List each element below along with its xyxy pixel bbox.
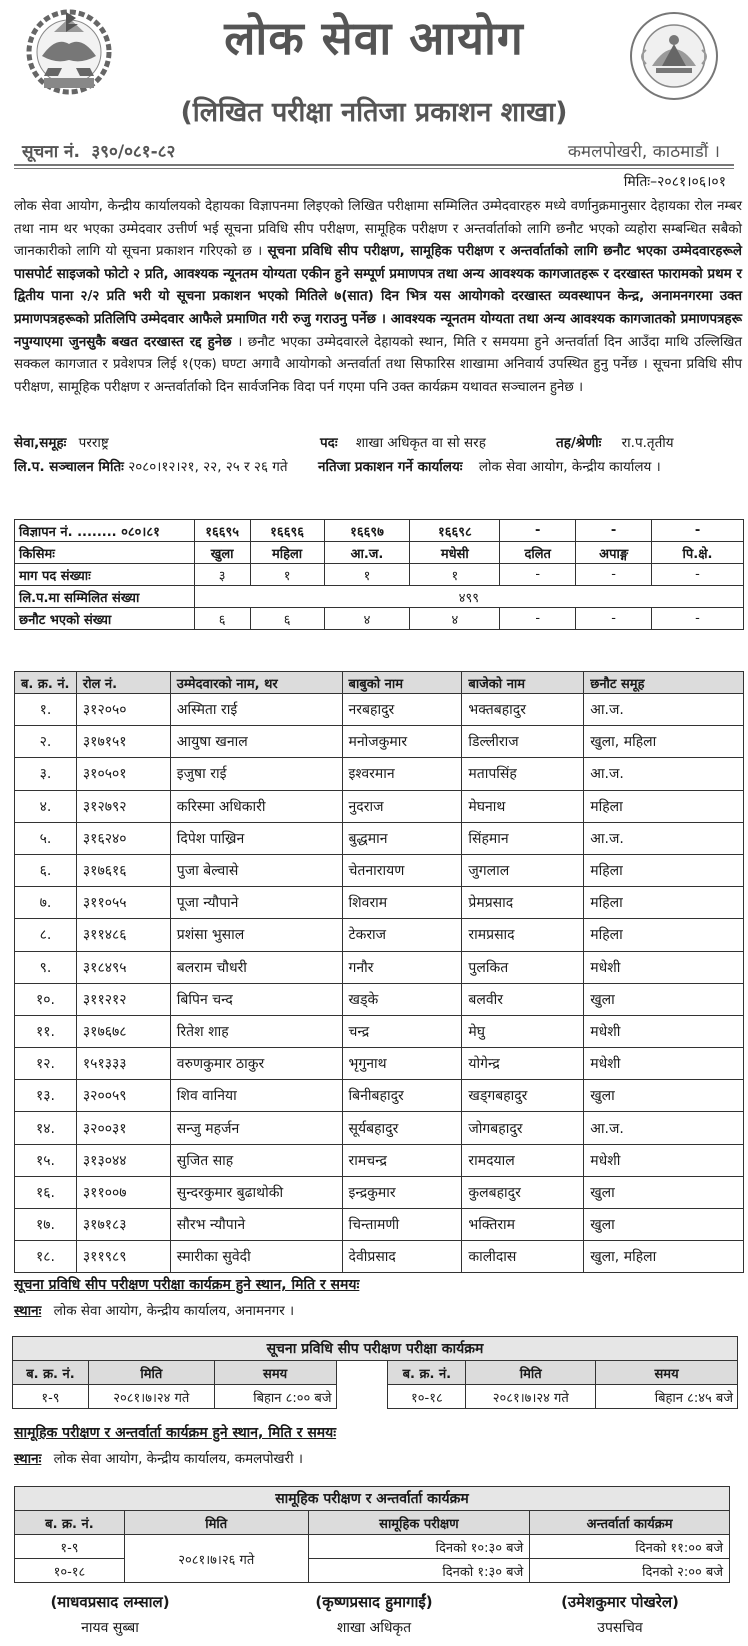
it-venue-value: लोक सेवा आयोग, केन्द्रीय कार्यालय, अनामनगर । [53,1303,295,1319]
group-test-table [14,1486,730,1583]
it-col-time: समय [596,1361,738,1385]
office-value: लोक सेवा आयोग, केन्द्रीय कार्यालय । [478,459,661,475]
grandfather-cell: रामप्रसाद [462,919,584,951]
service-value: परराष्ट्र [78,435,109,451]
grandfather-cell: मेघु [462,1015,584,1047]
grandfather-cell: खड्गबहादुर [462,1080,584,1112]
group-col-date: मिति [124,1511,308,1535]
grandfather-cell: बलवीर [462,983,584,1015]
post-value: शाखा अधिकृत वा सो सरह [355,435,486,451]
ad-number-cell: - [576,520,652,542]
it-right-time: बिहान ८:४५ बजे [596,1385,738,1409]
group-cell: महिला [584,790,744,822]
meta-office [318,457,661,475]
meta-post [320,433,486,451]
group-cell: महिला [584,887,744,919]
group-row-group-time: दिनको १:३० बजे [308,1559,530,1583]
father-cell: गनौर [342,951,462,983]
roll-cell: ३२००५९ [76,1080,170,1112]
table-row [15,1176,744,1208]
ad-demand-cell: १ [410,564,500,586]
signatory-name: (उमेशकुमार पोखरेल) [561,1593,679,1611]
level-value: रा.प.तृतीय [621,435,674,451]
group-row-sn: १०-१८ [15,1559,125,1583]
signatory-name: (कृष्णप्रसाद हुमागाईं) [315,1593,433,1611]
commission-seal-icon [628,10,720,102]
name-cell: सुजित साह [170,1144,342,1176]
ad-number-row [15,520,744,542]
group-row-interview-time: दिनको ११:०० बजे [530,1535,730,1559]
org-title: लोक सेवा आयोग [224,11,524,65]
father-cell: सूर्यबहादुर [342,1112,462,1144]
roll-cell: ३११९८९ [76,1241,170,1273]
name-cell: पुजा बेल्वासे [170,854,342,886]
table-row [15,1080,744,1112]
name-cell: इजुषा राई [170,758,342,790]
name-cell: शिव वानिया [170,1080,342,1112]
grandfather-cell: मतापसिंह [462,758,584,790]
father-cell: चन्द्र [342,1015,462,1047]
ad-attended-label: लि.प.मा सम्मिलित संख्या [15,586,195,608]
meta-exam-date [14,457,288,475]
ad-selected-cell: ४ [324,608,410,630]
grandfather-cell: कालीदास [462,1241,584,1273]
ad-selected-cell: - [576,608,652,630]
name-cell: प्रशंसा भुसाल [170,919,342,951]
group-col-group: सामूहिक परीक्षण [308,1511,530,1535]
grandfather-cell: जुगलाल [462,854,584,886]
table-row [15,1144,744,1176]
ad-demand-cell: ३ [194,564,250,586]
it-left-sn: १-९ [13,1385,89,1409]
roll-cell: ३१०५०१ [76,758,170,790]
it-left-time: बिहान ८:०० बजे [214,1385,336,1409]
it-test-table [12,1336,738,1409]
meta-level [556,433,674,451]
grandfather-cell: रामदयाल [462,1144,584,1176]
serial-cell: १२. [15,1048,77,1080]
serial-cell: १५. [15,1144,77,1176]
ad-selected-cell: ६ [250,608,324,630]
level-label: तह/श्रेणीः [556,435,602,451]
serial-cell: १४. [15,1112,77,1144]
father-cell: देवीप्रसाद [342,1241,462,1273]
table-row [15,1112,744,1144]
serial-cell: ८. [15,919,77,951]
grandfather-cell: सिंहमान [462,822,584,854]
it-col-date: मिति [466,1361,596,1385]
father-cell: नरबहादुर [342,694,462,726]
grandfather-cell: प्रेमप्रसाद [462,887,584,919]
service-label: सेवा,समूहः [14,435,67,451]
notice-body [14,196,742,399]
sub-title: (लिखित परीक्षा नतिजा प्रकाशन शाखा) [180,97,568,128]
ad-type-cell: अपाङ्ग [576,542,652,564]
grandfather-cell: डिल्लीराज [462,726,584,758]
group-cell: मधेशी [584,1144,744,1176]
father-cell: टेकराज [342,919,462,951]
serial-cell: ४. [15,790,77,822]
table-row [15,694,744,726]
col-grandfather: बाजेको नाम [462,672,584,694]
it-gap [336,1361,388,1385]
father-cell: बिनीबहादुर [342,1080,462,1112]
group-col-interview: अन्तर्वार्ता कार्यक्रम [530,1511,730,1535]
it-gap [336,1385,388,1409]
table-row [15,1015,744,1047]
ad-type-cell: महिला [250,542,324,564]
name-cell: पूजा न्यौपाने [170,887,342,919]
notice-number [22,139,175,162]
father-cell: शिवराम [342,887,462,919]
ad-number-cell: - [652,520,744,542]
group-cell: मधेशी [584,951,744,983]
group-row-interview-time: दिनको २:०० बजे [530,1559,730,1583]
group-cell: खुला [584,1176,744,1208]
ad-selected-cell: - [500,608,576,630]
roll-cell: ३१७६७८ [76,1015,170,1047]
father-cell: मनोजकुमार [342,726,462,758]
table-row [15,1209,744,1241]
serial-cell: ६. [15,854,77,886]
grandfather-cell: जोगबहादुर [462,1112,584,1144]
group-cell: महिला [584,919,744,951]
notice-date: मितिः–२०८१।०६।०१ [623,174,726,190]
roll-cell: ३११२१२ [76,983,170,1015]
group-cell: खुला [584,1080,744,1112]
name-cell: सौरभ न्यौपाने [170,1209,342,1241]
table-row [15,758,744,790]
it-table-title: सूचना प्रविधि सीप परीक्षण परीक्षा कार्यक्रम [13,1337,738,1361]
col-roll: रोल नं. [76,672,170,694]
group-test-venue [14,1449,303,1467]
serial-cell: १०. [15,983,77,1015]
body-intro: लोक सेवा आयोग, केन्द्रीय कार्यालयको देहायका विज्ञापनमा लिइएको लिखित परीक्षामा सम्मिलित उम्मेदवारहरु मध्ये वर्णानुक्रमानुसार देहायका रोल नम्बर तथा नाम थर भएका उम्मेदवार उत्तीर्ण भई सूचना प्रविधि सीप परीक्षण, सामूहिक परीक्षण र अन्तर्वार्ताको लागि छनौट भएको व्यहोरा सम्बन्धित सबैको जानकारीको लागि यो सूचना प्रकाशन गरिएको छ । [14,199,742,260]
father-cell: चेतनारायण [342,854,462,886]
grandfather-cell: भक्तबहादुर [462,694,584,726]
header-rule [14,164,734,166]
grandfather-cell: योगेन्द्र [462,1048,584,1080]
roll-cell: ३१२७९२ [76,790,170,822]
group-venue-label: स्थानः [14,1451,42,1467]
grandfather-cell: भक्तिराम [462,1209,584,1241]
name-cell: सुन्दरकुमार बुढाथोकी [170,1176,342,1208]
table-row [15,951,744,983]
roll-cell: ३१३०४४ [76,1144,170,1176]
roll-cell: ३११००७ [76,1176,170,1208]
grandfather-cell: पुलकित [462,951,584,983]
it-col-date: मिति [88,1361,214,1385]
body-closing: । छनौट भएका उम्मेदवारले देहायको स्थान, मिति र समयमा हुने अन्तर्वार्ता दिन आउँदा माथि उल्लिखित सक्कल कागजात र प्रवेशपत्र लिई १(एक) घण्टा अगावै आयोगको अन्तर्वार्ता तथा सिफारिस शाखामा अनिवार्य उपस्थित हुनु पर्नेछ । सूचना प्रविधि सीप परीक्षण, सामूहिक परीक्षण र अन्तर्वार्ताको दिन सार्वजनिक विदा पर्न गएमा पनि उक्त कार्यक्रम यथावत सञ्चालन हुनेछ । [14,334,742,395]
ad-type-cell: दलित [500,542,576,564]
table-row [15,790,744,822]
group-cell: खुला [584,983,744,1015]
serial-cell: १७. [15,1209,77,1241]
name-cell: सन्जु महर्जन [170,1112,342,1144]
ad-demand-cell: - [652,564,744,586]
advertisement-table [14,519,744,630]
candidate-header-row [15,672,744,694]
group-col-sn: ब. क्र. नं. [15,1511,125,1535]
signature-block [254,1592,494,1637]
group-table-title: सामूहिक परीक्षण र अन्तर्वार्ता कार्यक्रम [15,1487,730,1511]
serial-cell: ९. [15,951,77,983]
serial-cell: १३. [15,1080,77,1112]
ad-number-label: विज्ञापन नं. ........ ०८०।८१ [15,520,195,542]
candidate-rows [15,694,744,1273]
group-cell: खुला, महिला [584,726,744,758]
group-cell: मधेशी [584,1048,744,1080]
office-label: नतिजा प्रकाशन गर्ने कार्यालयः [318,459,463,475]
table-row [15,1241,744,1273]
serial-cell: ५. [15,822,77,854]
ad-number-cell: १६६९६ [250,520,324,542]
table-row [15,919,744,951]
ad-type-row [15,542,744,564]
father-cell: चिन्तामणी [342,1209,462,1241]
signatory-designation: उपसचिव [597,1620,643,1636]
father-cell: इन्द्रकुमार [342,1176,462,1208]
it-col-sn: ब. क्र. नं. [388,1361,466,1385]
roll-cell: ३१२०५० [76,694,170,726]
serial-cell: ३. [15,758,77,790]
ad-demand-label: माग पद संख्याः [15,564,195,586]
name-cell: करिस्मा अधिकारी [170,790,342,822]
group-cell: खुला [584,1209,744,1241]
ad-number-cell: १६६९७ [324,520,410,542]
ad-attended-row [15,586,744,608]
serial-cell: ११. [15,1015,77,1047]
name-cell: वरुणकुमार ठाकुर [170,1048,342,1080]
col-group: छनौट समूह [584,672,744,694]
col-serial: ब. क्र. नं. [15,672,77,694]
ad-type-cell: आ.ज. [324,542,410,564]
meta-service [14,433,109,451]
ad-selected-cell: ४ [410,608,500,630]
group-cell: आ.ज. [584,694,744,726]
it-test-heading: सूचना प्रविधि सीप परीक्षण परीक्षा कार्यक्रम हुने स्थान, मिति र समयः [14,1277,360,1293]
roll-cell: ३१७१८३ [76,1209,170,1241]
ad-selected-row [15,608,744,630]
father-cell: रामचन्द्र [342,1144,462,1176]
name-cell: अस्मिता राई [170,694,342,726]
name-cell: बिपिन चन्द [170,983,342,1015]
it-left-date: २०८१।७।२४ गते [88,1385,214,1409]
serial-cell: २. [15,726,77,758]
notice-value: ३९०/०८१-८२ [91,142,176,162]
table-row [15,1048,744,1080]
group-date: २०८१।७।२६ गते [124,1535,308,1583]
serial-cell: १६. [15,1176,77,1208]
it-venue-label: स्थानः [14,1303,42,1319]
father-cell: नुदराज [342,790,462,822]
table-row [15,854,744,886]
father-cell: बुद्धमान [342,822,462,854]
ad-type-label: किसिमः [15,542,195,564]
father-cell: खड्के [342,983,462,1015]
post-label: पदः [320,435,338,451]
roll-cell: ३१६२४० [76,822,170,854]
signatory-designation: नायव सुब्बा [81,1620,139,1636]
ad-number-cell: १६६९८ [410,520,500,542]
ad-selected-cell: - [652,608,744,630]
signatory-designation: शाखा अधिकृत [336,1620,412,1636]
candidate-table [14,671,744,1273]
ad-demand-cell: १ [324,564,410,586]
ad-number-cell: १६६९५ [194,520,250,542]
col-father: बाबुको नाम [342,672,462,694]
signature-block [500,1592,740,1637]
col-name: उम्मेदवारको नाम, थर [170,672,342,694]
grandfather-cell: मेघनाथ [462,790,584,822]
serial-cell: ७. [15,887,77,919]
serial-cell: १. [15,694,77,726]
name-cell: रितेश शाह [170,1015,342,1047]
group-test-heading: सामूहिक परीक्षण र अन्तर्वार्ता कार्यक्रम हुने स्थान, मिति र समयः [14,1425,337,1441]
ad-demand-cell: - [576,564,652,586]
it-test-venue [14,1301,294,1319]
group-cell: आ.ज. [584,758,744,790]
it-right-date: २०८१।७।२४ गते [466,1385,596,1409]
ad-number-cell: - [500,520,576,542]
body-instructions: सूचना प्रविधि सीप परीक्षण, सामूहिक परीक्षण र अन्तर्वार्ताको लागि छनौट भएका उम्मेदवारहरूले पासपोर्ट साइजको फोटो २ प्रति, आवश्यक न्यूनतम योग्यता एकीन हुने सम्पूर्ण प्रमाणपत्र तथा अन्य आवश्यक कागजातहरू र दरखास्त फारामको प्रथम र द्वितीय पाना २/२ प्रति भरी यो सूचना प्रकाशन भएको मितिले ७(सात) दिन भित्र यस आयोगको दरखास्त व्यवस्थापन केन्द्र, अनामनगरमा उक्त प्रमाणपत्रहरूको प्रतिलिपि उम्मेदवार आफैले प्रमाणित गरी रुजु गराउनु पर्नेछ । आवश्यक न्यूनतम योग्यता तथा अन्य आवश्यक कागजातको प्रमाणपत्रहरू नपुग्याएमा जुनसुकै बखत दरखास्त रद्द हुनेछ [14,244,742,350]
ad-demand-cell: - [500,564,576,586]
name-cell: आयुषा खनाल [170,726,342,758]
ad-demand-cell: १ [250,564,324,586]
father-cell: इश्वरमान [342,758,462,790]
ad-type-cell: खुला [194,542,250,564]
group-venue-value: लोक सेवा आयोग, केन्द्रीय कार्यालय, कमलपोखरी । [53,1451,303,1467]
ad-attended-value: ४९९ [194,586,743,608]
name-cell: दिपेश पाख्रिन [170,822,342,854]
group-row-group-time: दिनको १०:३० बजे [308,1535,530,1559]
notice-label: सूचना नं. [22,142,80,162]
exam-date-value: २०८०।१२।२१, २२, २५ र २६ गते [128,459,288,475]
exam-date-label: लि.प. सञ्चालन मितिः [14,459,124,475]
signatory-name: (माधवप्रसाद लम्साल) [50,1593,170,1611]
group-cell: आ.ज. [584,1112,744,1144]
place: कमलपोखरी, काठमाडौं । [567,142,720,162]
ad-selected-label: छनौट भएको संख्या [15,608,195,630]
roll-cell: ३१८४९५ [76,951,170,983]
table-row [15,726,744,758]
roll-cell: ३१७१५१ [76,726,170,758]
name-cell: बलराम चौधरी [170,951,342,983]
it-right-sn: १०-१८ [388,1385,466,1409]
table-row [15,822,744,854]
group-cell: खुला, महिला [584,1241,744,1273]
grandfather-cell: कुलबहादुर [462,1176,584,1208]
ad-type-cell: मधेसी [410,542,500,564]
serial-cell: १८. [15,1241,77,1273]
roll-cell: ३११०५५ [76,887,170,919]
name-cell: स्मारीका सुवेदी [170,1241,342,1273]
header-rule-thin [14,168,734,169]
roll-cell: १५१३३३ [76,1048,170,1080]
ad-type-cell: पि.क्षे. [652,542,744,564]
table-row [15,887,744,919]
group-cell: महिला [584,854,744,886]
group-cell: आ.ज. [584,822,744,854]
roll-cell: ३२००३१ [76,1112,170,1144]
signature-block [0,1592,230,1637]
group-cell: मधेशी [584,1015,744,1047]
it-col-sn: ब. क्र. नं. [13,1361,89,1385]
father-cell: भृगुनाथ [342,1048,462,1080]
ad-selected-cell: ६ [194,608,250,630]
it-col-time: समय [214,1361,336,1385]
group-row-sn: १-९ [15,1535,125,1559]
table-row [15,983,744,1015]
ad-demand-row [15,564,744,586]
roll-cell: ३११४८६ [76,919,170,951]
roll-cell: ३१७६१६ [76,854,170,886]
